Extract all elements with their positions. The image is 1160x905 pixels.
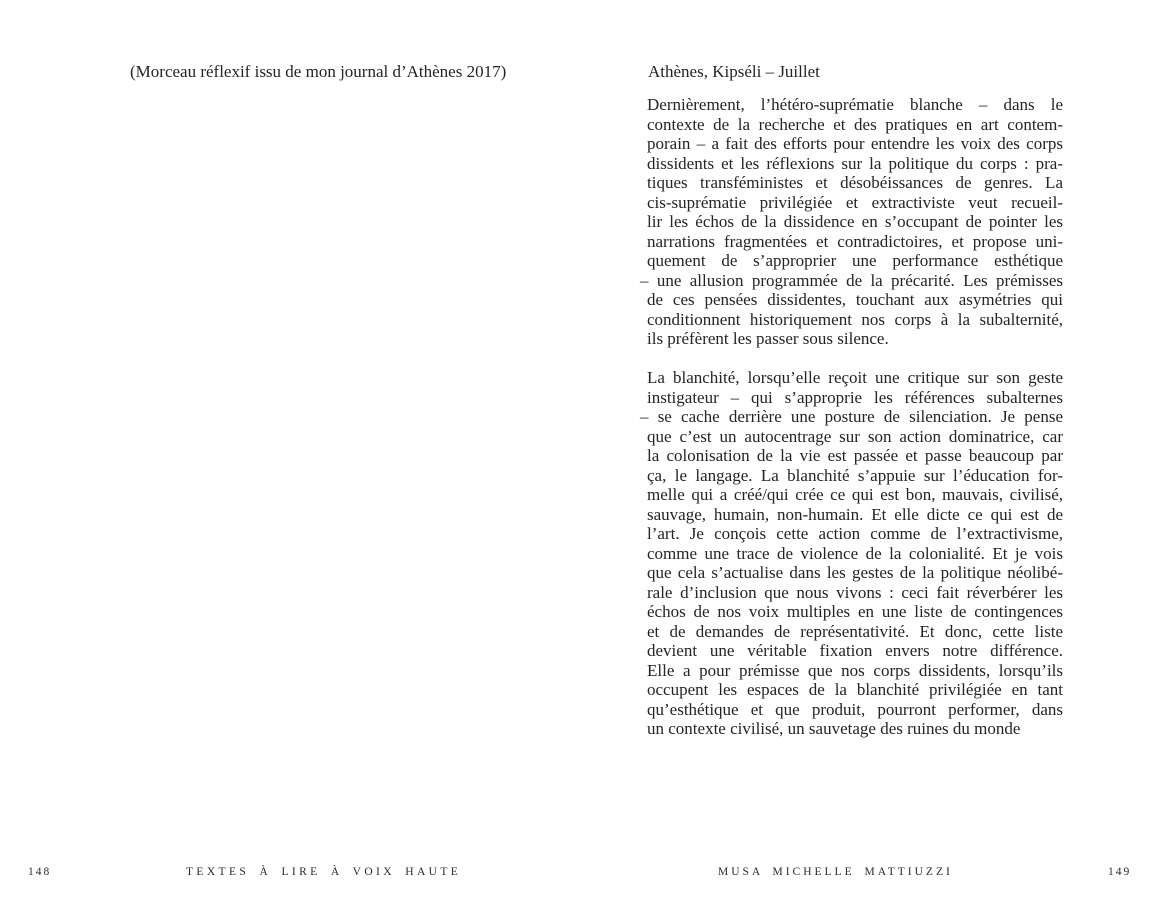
text-line: porain – a fait des efforts pour entendre les voix des corps [647,134,1063,153]
text-line: instigateur – qui s’approprie les références subalternes [647,387,1063,407]
right-page-heading: Athènes, Kipséli – Juillet [648,62,820,81]
left-page-number: 148 [28,866,52,878]
text-line: melle qui a créé/qui crée ce qui est bon, mauvais, civilisé, [647,485,1063,504]
text-line: que cela s’actualise dans les gestes de la politique néolibé- [647,563,1063,582]
text-line: ils préfèrent les passer sous silence. [647,329,889,348]
right-page-number: 149 [1108,866,1132,878]
text-line: un contexte civilisé, un sauvetage des ruines du monde [647,719,1021,738]
text-line: lir les échos de la dissidence en s’occupant de pointer les [647,212,1063,231]
text-line: La blanchité, lorsqu’elle reçoit une critique sur son geste [647,368,1063,387]
text-line: tiques transféministes et désobéissances de genres. La [647,173,1063,192]
author-name: MUSA MICHELLE MATTIUZZI [718,866,953,878]
text-line: cis-suprématie privilégiée et extractiviste veut recueil- [647,192,1063,212]
text-line: échos de nos voix multiples en une liste de contingences [647,602,1063,621]
text-line: et de demandes de représentativité. Et donc, cette liste [647,621,1063,641]
text-line: quement de s’approprier une performance esthétique [647,251,1063,270]
text-line: devient une véritable fixation envers notre différence. [647,641,1063,660]
text-line: Dernièrement, l’hétéro-suprématie blanche – dans le [647,95,1063,114]
text-line: ça, le langage. La blanchité s’appuie sur l’éducation for- [647,465,1063,485]
text-line: sauvage, humain, non-humain. Et elle dicte ce qui est de [647,504,1063,524]
left-page-heading: (Morceau réflexif issu de mon journal d’Athènes 2017) [130,62,507,81]
running-title: TEXTES À LIRE À VOIX HAUTE [186,866,462,878]
text-line: dissidents et les réflexions sur la politique du corps : pra- [647,153,1063,173]
text-line: narrations fragmentées et contradictoires, et propose uni- [647,231,1063,251]
text-line: la colonisation de la vie est passée et passe beaucoup par [647,446,1063,465]
paragraph-2 [640,368,1063,739]
body-text-column [640,95,1063,758]
text-line: de ces pensées dissidentes, touchant aux asymétries qui [647,290,1063,309]
text-line: comme une trace de violence de la colonialité. Et je vois [647,543,1063,563]
text-line: conditionnent historiquement nos corps à la subalternité, [647,309,1063,329]
text-line: qu’esthétique et que produit, pourront performer, dans [647,699,1063,719]
paragraph-1 [640,95,1063,349]
text-line: rale d’inclusion que nous vivons : ceci fait réverbérer les [647,582,1063,602]
text-line: l’art. Je conçois cette action comme de l’extractivisme, [647,524,1063,543]
text-line: contexte de la recherche et des pratiques en art contem- [647,114,1063,134]
text-line: – se cache derrière une posture de silenciation. Je pense [640,407,1063,426]
text-line: – une allusion programmée de la précarité. Les prémisses [640,270,1063,290]
text-line: que c’est un autocentrage sur son action dominatrice, car [647,426,1063,446]
text-line: Elle a pour prémisse que nos corps dissidents, lorsqu’ils [647,660,1063,680]
text-line: occupent les espaces de la blanchité privilégiée en tant [647,680,1063,699]
